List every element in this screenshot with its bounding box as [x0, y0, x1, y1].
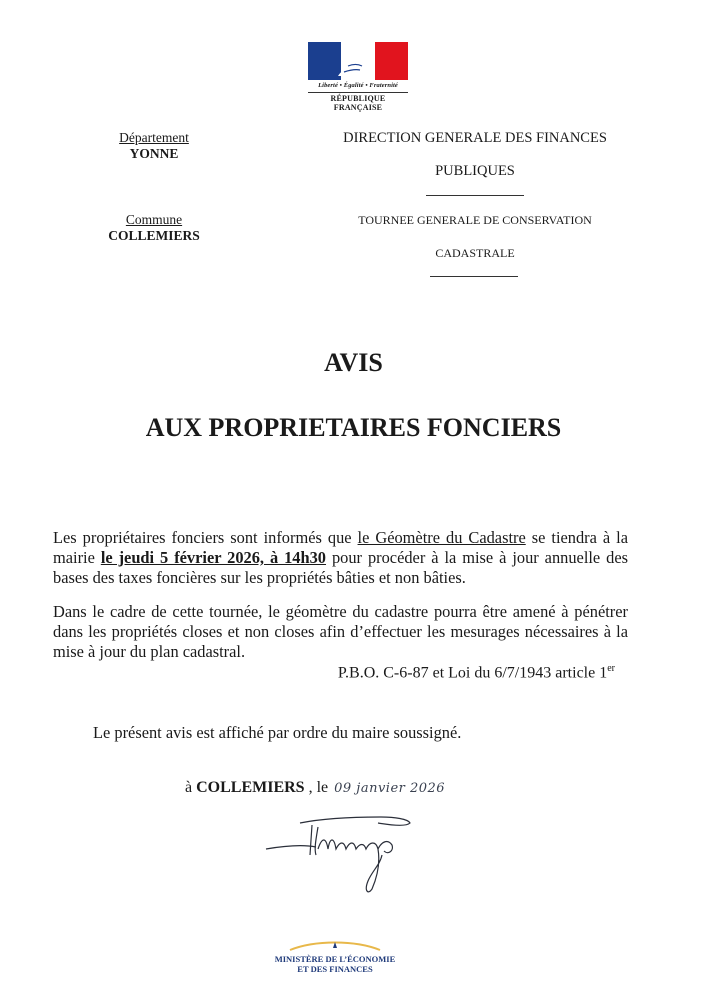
mayor-signature — [260, 805, 420, 895]
commune-value: COLLEMIERS — [108, 228, 200, 243]
commune-block — [92, 212, 216, 244]
paragraph-convocation — [53, 528, 628, 588]
ministry-arc-icon — [250, 936, 420, 954]
ministry-logo — [250, 936, 420, 978]
department-value: YONNE — [129, 146, 179, 161]
direction-line-1: DIRECTION GENERALE DES FINANCES — [343, 130, 607, 146]
commune-label: Commune — [125, 212, 183, 227]
tournee-line-2: CADASTRALE — [435, 246, 515, 260]
place-prefix: à — [185, 779, 197, 796]
place-city: COLLEMIERS — [196, 779, 305, 796]
direction-line-2: PUBLIQUES — [435, 163, 515, 179]
department-label: Département — [119, 130, 189, 145]
legal-reference — [0, 663, 615, 682]
department-block — [92, 130, 216, 162]
marianne-logo — [306, 42, 410, 112]
tournee-divider — [430, 276, 518, 277]
republic-name: RÉPUBLIQUE FRANÇAISE — [330, 94, 386, 112]
legal-reference-text: P.B.O. C-6-87 et Loi du 6/7/1943 article 1 — [337, 664, 608, 682]
legal-reference-sup: er — [607, 663, 615, 674]
place-suffix: , le — [304, 779, 329, 796]
p1-text-b: se tiendra à la mairie — [53, 528, 628, 567]
paragraph-access: Dans le cadre de cette tournée, le géomètre du cadastre pourra être amené à pénétrer dans les propriétés closes et non closes afin d’effectuer les mesurages nécessaires à la mise à jour du plan cadastral. — [53, 602, 628, 661]
tournee-line-1: TOURNEE GENERALE DE CONSERVATION — [358, 213, 592, 227]
p1-text-a: Les propriétaires fonciers sont informés que — [53, 528, 358, 547]
place-date-line — [185, 779, 445, 797]
ministry-line-2: ET DES FINANCES — [297, 964, 373, 974]
posting-notice: Le présent avis est affiché par ordre du maire soussigné. — [93, 723, 462, 742]
direction-divider — [426, 195, 524, 196]
handwritten-date: 09 janvier 2026 — [334, 781, 446, 796]
notice-subtitle: AUX PROPRIETAIRES FONCIERS — [145, 413, 562, 442]
p1-text-c: pour procéder à la mise à jour annuelle des bases des taxes foncières sur les propriétés bâties et non bâties. — [53, 548, 628, 587]
ministry-name — [250, 954, 420, 974]
appointment-date: le jeudi 5 février 2026, à 14h30 — [100, 548, 327, 567]
motto-divider — [308, 92, 408, 93]
republic-motto: Liberté • Égalité • Fraternité — [318, 82, 398, 89]
notice-title: AVIS — [324, 348, 383, 377]
marianne-flag-icon — [308, 42, 408, 80]
ministry-line-1: MINISTÈRE DE L’ÉCONOMIE — [274, 954, 396, 964]
geometre-mention: le Géomètre du Cadastre — [357, 528, 526, 547]
